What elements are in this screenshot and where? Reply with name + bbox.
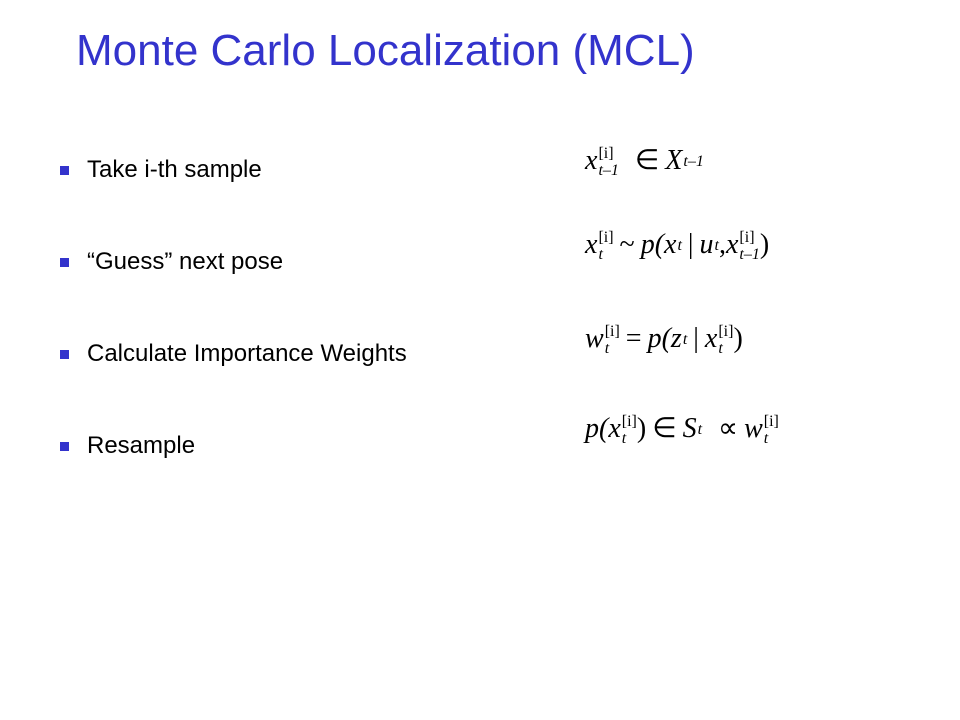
formula-script <box>598 146 618 180</box>
formula-script <box>764 414 779 448</box>
slide-title: Monte Carlo Localization (MCL) <box>76 26 695 75</box>
formula-resample <box>585 414 779 448</box>
formula-var: p( <box>585 413 609 445</box>
formula-op: ∈ <box>634 145 660 177</box>
bullet-text: “Guess” next pose <box>87 248 284 275</box>
formula-var: x <box>704 323 718 355</box>
formula-op: ) <box>759 229 770 261</box>
formula-var: X <box>665 145 683 177</box>
formula-var: u <box>699 229 714 261</box>
bullet-text: Resample <box>87 432 196 459</box>
square-bullet-icon <box>60 442 69 451</box>
bullet-resample <box>60 426 195 466</box>
formula-script <box>739 230 759 264</box>
formula-sub: t <box>598 245 603 263</box>
formula-var: p( <box>647 323 671 355</box>
formula-sub: t–1 <box>683 153 704 171</box>
formula-sub: t <box>763 429 769 447</box>
formula-sup: [i] <box>621 413 637 430</box>
formula-sup: [i] <box>598 145 614 162</box>
formula-var: z <box>670 323 682 355</box>
formula-var: w <box>744 413 763 445</box>
formula-script <box>605 324 620 358</box>
formula-script <box>598 230 613 264</box>
formula-sup: [i] <box>763 413 779 430</box>
formula-op: ∝ <box>718 413 739 445</box>
formula-var: w <box>585 323 604 355</box>
formula-sub: t <box>697 421 703 439</box>
formula-script <box>698 422 702 439</box>
formula-sub: t <box>677 237 682 255</box>
formula-sample <box>585 146 704 180</box>
formula-var: x <box>585 229 598 261</box>
formula-op: ∈ <box>652 413 677 445</box>
formula-sub: t–1 <box>598 161 619 179</box>
bullet-importance-weights <box>60 334 407 374</box>
formula-sup: [i] <box>739 229 755 246</box>
formula-var: x <box>664 229 677 261</box>
formula-var: x <box>585 145 598 177</box>
formula-weight <box>585 324 743 358</box>
formula-op: = <box>625 323 642 355</box>
formula-var: x <box>725 229 739 261</box>
formula-op: | <box>693 323 699 355</box>
formula-sup: [i] <box>598 229 614 246</box>
formula-sub: t <box>682 331 688 349</box>
formula-op: ) <box>733 323 743 355</box>
square-bullet-icon <box>60 166 69 175</box>
formula-script <box>718 324 733 358</box>
bullet-take-sample <box>60 150 262 190</box>
formula-sup: [i] <box>604 323 620 340</box>
formula-sub: t <box>714 237 719 255</box>
formula-sub: t–1 <box>739 245 760 263</box>
bullet-text: Take i-th sample <box>87 156 262 183</box>
bullet-text: Calculate Importance Weights <box>87 340 407 367</box>
bullet-guess-pose <box>60 242 283 282</box>
formula-sub: t <box>718 339 723 357</box>
formula-var: p( <box>640 229 665 261</box>
formula-sub: t <box>621 429 627 447</box>
square-bullet-icon <box>60 350 69 359</box>
formula-script <box>622 414 637 448</box>
formula-op: | <box>687 229 694 261</box>
formula-script <box>683 154 703 171</box>
formula-op: ~ <box>619 229 635 261</box>
formula-sub: t <box>604 339 610 357</box>
formula-var: x <box>608 413 621 445</box>
formula-sup: [i] <box>718 323 734 340</box>
formula-guess <box>585 230 769 264</box>
formula-op: , <box>718 229 726 261</box>
square-bullet-icon <box>60 258 69 267</box>
formula-op: ) <box>636 413 647 445</box>
formula-var: S <box>682 413 697 445</box>
